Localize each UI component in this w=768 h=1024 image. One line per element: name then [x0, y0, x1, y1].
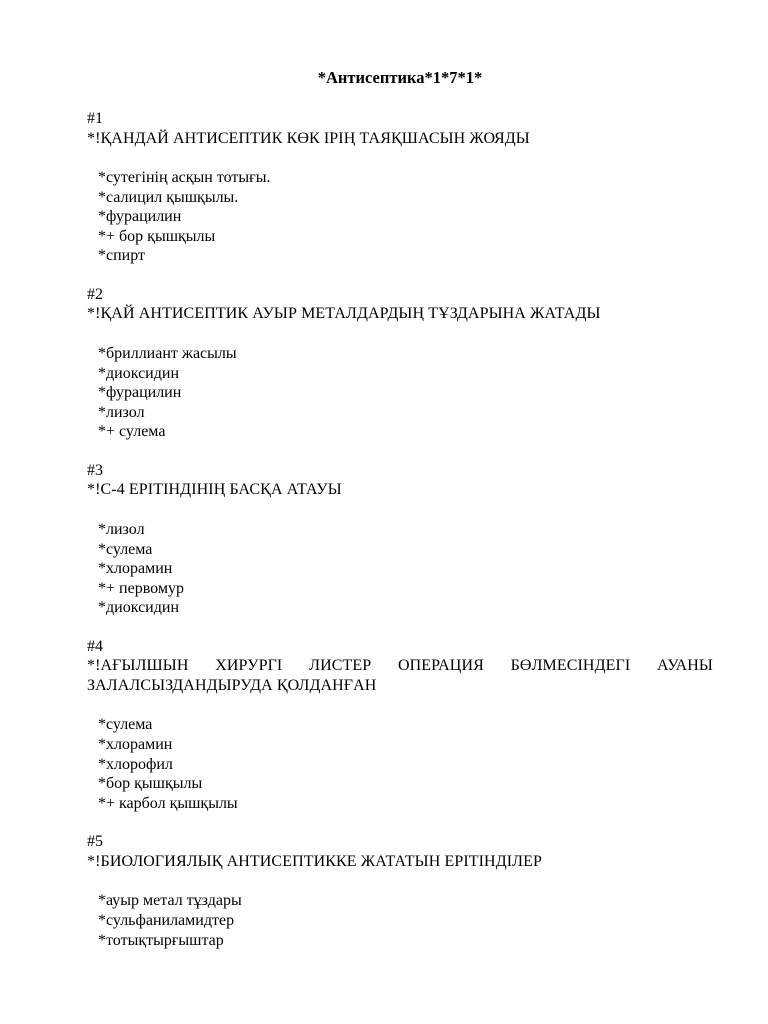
document-title: *Антисептика*1*7*1* — [317, 68, 483, 87]
answer-list — [87, 715, 713, 813]
answer-option: *+ первомур — [98, 579, 184, 597]
question-4 — [87, 637, 713, 813]
question-number: #2 — [87, 285, 103, 303]
question-number: #3 — [87, 461, 103, 479]
answer-option: *тотықтырғыштар — [98, 931, 224, 949]
answer-option: *салицил қышқылы. — [98, 188, 239, 206]
question-5 — [87, 832, 713, 950]
answer-option: *сулема — [98, 540, 153, 558]
question-text: *!БИОЛОГИЯЛЫҚ АНТИСЕПТИККЕ ЖАТАТЫН ЕРІТІНДІЛЕР — [87, 852, 542, 870]
answer-option: *диоксидин — [98, 364, 180, 382]
answer-option: *фурацилин — [98, 208, 182, 226]
answer-option: *+ бор қышқылы — [98, 227, 216, 245]
question-number: #5 — [87, 833, 103, 851]
answer-option: *бор қышқылы — [98, 775, 203, 793]
answer-list — [87, 520, 713, 618]
answer-option: *ауыр метал тұздары — [98, 892, 242, 910]
question-text: *!С-4 ЕРІТІНДІНІҢ БАСҚА АТАУЫ — [87, 481, 342, 499]
answer-option: *фурацилин — [98, 384, 182, 402]
answer-option: *сулема — [98, 716, 153, 734]
answer-option: *сульфаниламидтер — [98, 911, 235, 929]
answer-list — [87, 891, 713, 950]
question-text: *!ҚАНДАЙ АНТИСЕПТИК КӨК ІРІҢ ТАЯҚШАСЫН ЖОЯДЫ — [87, 129, 530, 147]
question-number: #1 — [87, 110, 103, 127]
question-1 — [87, 109, 713, 266]
answer-option: *спирт — [98, 247, 146, 265]
answer-option: *бриллиант жасылы — [98, 344, 237, 362]
answer-list — [87, 344, 713, 442]
question-text: *!АҒЫЛШЫН ХИРУРГІ ЛИСТЕР ОПЕРАЦИЯ БӨЛМЕСІНДЕГІ АУАНЫ ЗАЛАЛСЫЗДАНДЫРУДА ҚОЛДАНҒАН — [87, 657, 713, 694]
answer-option: *сутегінің асқын тотығы. — [98, 169, 271, 186]
answer-option: *диоксидин — [98, 599, 180, 617]
question-number: #4 — [87, 637, 103, 655]
answer-option: *+ сулема — [98, 423, 166, 441]
document-page — [87, 68, 713, 969]
answer-option: *хлорамин — [98, 560, 173, 578]
answer-option: *хлорофил — [98, 755, 173, 773]
question-2 — [87, 285, 713, 442]
answer-option: *лизол — [98, 520, 145, 538]
question-3 — [87, 461, 713, 618]
answer-list — [87, 168, 713, 266]
answer-option: *хлорамин — [98, 736, 173, 753]
question-text: *!ҚАЙ АНТИСЕПТИК АУЫР МЕТАЛДАРДЫҢ ТҰЗДАРЫНА ЖАТАДЫ — [87, 305, 601, 323]
answer-option: *+ карбол қышқылы — [98, 794, 238, 812]
answer-option: *лизол — [98, 403, 145, 421]
